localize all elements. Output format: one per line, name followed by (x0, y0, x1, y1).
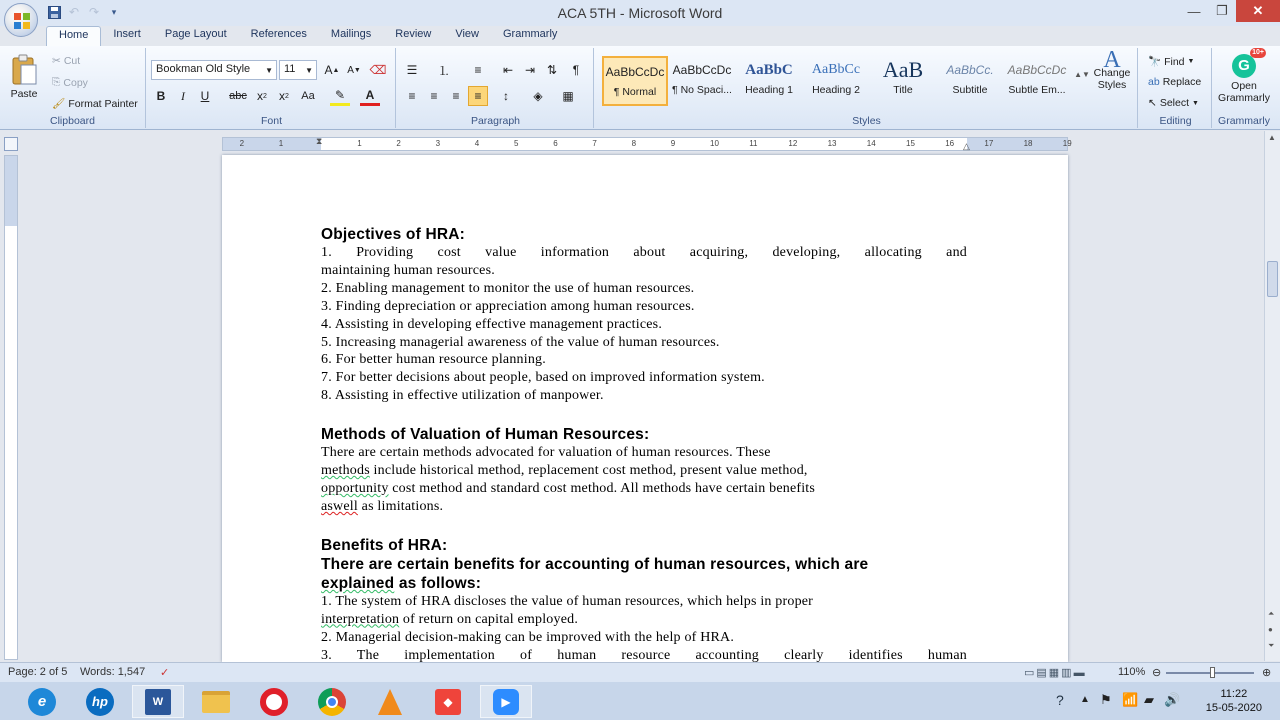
find-button[interactable] (1148, 55, 1194, 68)
word-count[interactable]: Words: 1,547 (80, 666, 146, 678)
ruler-bar (0, 131, 1280, 153)
top-margin-area (5, 156, 17, 226)
close-button[interactable]: ✕ (1236, 0, 1280, 22)
highlight-icon[interactable]: ✎ (330, 86, 350, 106)
zoom-out-icon[interactable]: ⊖ (1152, 667, 1162, 679)
font-group (148, 48, 396, 128)
ruler-tick-label: 17 (984, 139, 994, 148)
browse-object-icon[interactable]: ● (1268, 625, 1273, 634)
ruler-tick-label: 3 (435, 139, 441, 148)
paragraph-line: There are certain methods advocated for valuation of human resources. These (321, 445, 771, 461)
paste-label: Paste (10, 88, 38, 100)
ruler-tick-label: 1 (278, 139, 284, 148)
spelling-error[interactable]: aswell (321, 498, 358, 514)
ribbon-tabs (46, 26, 569, 46)
chevron-down-icon: ▼ (1192, 99, 1199, 107)
font-size-combo[interactable] (279, 60, 317, 80)
justify-icon[interactable]: ≡ (468, 86, 488, 106)
binoculars-icon: 🔭 (1148, 56, 1162, 68)
borders-icon[interactable]: ▦ (562, 89, 574, 103)
taskbar-hp[interactable] (74, 685, 126, 718)
scissors-icon: ✂ (52, 55, 61, 67)
zoom-slider-thumb[interactable] (1210, 667, 1215, 678)
paragraph-line: 6. For better human resource planning. (321, 352, 546, 368)
spelling-error[interactable]: opportunity (321, 480, 389, 496)
style-preview: AaBbCcDc (672, 63, 732, 77)
strikethrough-icon[interactable]: abc (229, 90, 247, 102)
heading-methods: Methods of Valuation of Human Resources: (321, 426, 650, 444)
clock-date: 15-05-2020 (1205, 702, 1262, 714)
cut-label: Cut (63, 55, 81, 67)
paragraph-group-label: Paragraph (470, 115, 521, 127)
taskbar-zoom[interactable] (480, 685, 532, 718)
folder-icon (202, 691, 230, 713)
grow-font-icon[interactable]: A ▲ (324, 63, 340, 77)
scroll-thumb[interactable] (1267, 261, 1278, 297)
tab-home[interactable]: Home (46, 26, 101, 46)
increase-indent-icon[interactable]: ⇥ (524, 63, 536, 77)
ie-icon: e (28, 688, 56, 716)
document-page[interactable] (222, 155, 1068, 662)
copy-icon: ⎘ (52, 76, 61, 88)
heading-objectives: Objectives of HRA: (321, 226, 465, 243)
style-heading-2[interactable] (803, 56, 869, 106)
italic-icon[interactable]: I (181, 88, 185, 103)
ruler-tick-label: 2 (396, 139, 401, 148)
hp-icon: hp (86, 688, 114, 716)
open-grammarly-button[interactable] (1216, 49, 1272, 104)
right-indent-marker[interactable]: △ (963, 141, 970, 151)
ruler-tick-label: 11 (749, 139, 758, 148)
font-group-label: Font (260, 115, 282, 127)
ruler-tick-label: 19 (1062, 139, 1072, 148)
ruler-tick-label: 13 (827, 139, 837, 148)
style-normal[interactable] (602, 56, 668, 106)
ruler-tick-label: 8 (631, 139, 637, 148)
grammarly-icon: G 10+ (1232, 54, 1256, 78)
paragraph-line: 1. The system of HRA discloses the value of human resources, which helps in proper (321, 593, 814, 609)
taskbar-file-explorer[interactable] (190, 685, 242, 718)
clear-formatting-icon[interactable]: ⌫ (369, 63, 387, 77)
clipboard-group (0, 48, 146, 128)
signal-icon[interactable]: ▰ (1144, 692, 1154, 707)
ruler-tick-label: 7 (592, 139, 597, 148)
tab-selector[interactable] (4, 137, 18, 151)
sort-icon[interactable]: ⇅ (546, 63, 558, 77)
ruler-tick-label: 2 (239, 139, 245, 148)
ruler-tick-label: 18 (1023, 139, 1033, 148)
find-label: Find (1164, 55, 1185, 68)
vlc-icon (378, 689, 402, 715)
shrink-font-icon[interactable]: A ▼ (347, 64, 361, 76)
editing-group (1140, 48, 1212, 128)
taskbar-internet-explorer[interactable] (16, 685, 68, 718)
paragraph-line: maintaining human resources. (321, 262, 495, 278)
proofing-icon[interactable]: ✓ (160, 667, 170, 679)
clock[interactable] (1206, 687, 1262, 715)
tab-view[interactable]: View (455, 28, 479, 40)
ruler-tick-label: 4 (474, 139, 480, 148)
open-grammarly-label: Open Grammarly (1218, 80, 1270, 104)
style-name: Heading 2 (812, 84, 860, 96)
office-logo-icon (13, 12, 31, 30)
style-subtitle[interactable] (937, 56, 1003, 106)
replace-button[interactable] (1148, 76, 1201, 88)
left-margin-area (223, 138, 321, 150)
paragraph-group (398, 48, 594, 128)
taskbar-anydesk[interactable] (422, 685, 474, 718)
taskbar (0, 682, 1280, 720)
minimize-button[interactable]: — (1187, 3, 1201, 19)
taskbar-chrome[interactable] (306, 685, 358, 718)
notification-badge: 10+ (1252, 49, 1264, 56)
numbering-icon[interactable]: ⒈ (437, 63, 450, 78)
help-icon[interactable]: ? (1056, 692, 1064, 708)
select-label: Select (1159, 97, 1189, 109)
style-name: Title (893, 84, 913, 96)
ruler-tick-label: 12 (788, 139, 798, 148)
tab-insert[interactable]: Insert (113, 28, 141, 40)
vertical-scrollbar[interactable] (1264, 131, 1280, 661)
style-preview: AaB (882, 57, 924, 82)
paragraph-line (321, 462, 967, 480)
multilevel-list-icon[interactable]: ≡ (474, 63, 482, 77)
style-title[interactable] (870, 56, 936, 106)
tab-page-layout[interactable]: Page Layout (164, 28, 227, 40)
styles-group (596, 48, 1138, 128)
bold-icon[interactable]: B (156, 89, 166, 103)
undo-icon[interactable]: ↶ (68, 5, 80, 19)
select-button[interactable] (1148, 97, 1199, 109)
anydesk-icon: ◆ (435, 689, 461, 715)
flag-icon[interactable]: ⚑ (1100, 692, 1112, 707)
zoom-meeting-icon: ▶ (493, 689, 519, 715)
text-run: cost method and standard cost method. All methods have certain benefits (388, 480, 816, 496)
style-heading-1[interactable] (736, 56, 802, 106)
clipboard-group-label: Clipboard (50, 115, 95, 127)
chevron-down-icon: ▼ (1187, 58, 1195, 65)
spelling-error[interactable]: methods (321, 463, 370, 479)
align-right-icon[interactable]: ≡ (452, 89, 460, 103)
style-preview: AaBbCcDc (605, 65, 665, 79)
paste-button[interactable] (10, 54, 38, 100)
chevron-down-icon: ▼ (305, 66, 313, 75)
line-spacing-icon[interactable]: ↕ (503, 89, 509, 103)
text-run: of return on capital employed. (399, 611, 579, 627)
style-name: ¶ Normal (613, 86, 657, 98)
text-run: as follows: (394, 574, 482, 592)
change-styles-icon: A (1103, 47, 1121, 73)
change-styles-label: Change Styles (1093, 67, 1131, 91)
paragraph-line (321, 611, 967, 629)
ruler-tick-label: 16 (945, 139, 955, 148)
format-painter-label: Format Painter (68, 97, 138, 110)
grammarly-group-label: Grammarly (1218, 115, 1270, 127)
taskbar-vlc[interactable] (364, 685, 416, 718)
heading-benefits: Benefits of HRA: (321, 536, 448, 554)
title-bar (0, 0, 1280, 26)
word-icon: W (145, 689, 171, 715)
subscript-icon[interactable]: x 2 (257, 89, 267, 103)
office-button[interactable] (4, 3, 38, 37)
paragraph-line: 7. For better decisions about people, based on improved information system. (321, 370, 765, 386)
paragraph-line (321, 498, 967, 516)
ribbon (0, 46, 1280, 130)
bullets-icon[interactable]: ☰ (406, 63, 418, 77)
document-body[interactable] (321, 225, 967, 662)
system-tray (1050, 682, 1280, 720)
spelling-error[interactable]: interpretation (321, 611, 400, 627)
font-name-value: Bookman Old Style (156, 63, 251, 75)
paragraph-line: 1. Providing cost value information about acquiring, developing, allocating and (321, 245, 967, 260)
replace-label: Replace (1162, 76, 1202, 88)
status-bar (0, 662, 1280, 682)
window-title: ACA 5TH - Microsoft Word (557, 5, 723, 21)
customize-icon[interactable]: ▾ (111, 6, 117, 17)
ruler-tick-label: 14 (866, 139, 876, 148)
opera-icon (260, 688, 288, 716)
underline-icon[interactable]: U (200, 89, 210, 103)
zoom-in-icon[interactable]: ⊕ (1262, 667, 1272, 679)
cursor-icon: ↖ (1148, 97, 1157, 109)
grammarly-group (1214, 48, 1274, 128)
text-run: include historical method, replacement cost method, present value method, (369, 463, 808, 479)
tab-review[interactable]: Review (395, 28, 432, 40)
scroll-up-icon[interactable]: ▲ (1268, 133, 1276, 142)
previous-page-icon[interactable]: ⏶ (1268, 609, 1275, 618)
zoom-level[interactable]: 110% (1118, 666, 1146, 678)
replace-icon: ab (1148, 76, 1160, 88)
font-name-combo[interactable] (151, 60, 277, 80)
change-case-icon[interactable]: Aa (301, 90, 315, 102)
font-color-icon[interactable]: A (360, 86, 380, 106)
style-name: Subtitle (952, 84, 988, 96)
style-preview: AaBbC (745, 62, 793, 78)
blank-line (321, 516, 967, 536)
ruler-tick-label: 5 (514, 139, 519, 148)
style-subtle-emphasis[interactable] (1004, 56, 1070, 106)
paragraph-line (321, 480, 967, 498)
change-styles-button[interactable] (1090, 47, 1134, 91)
show-formatting-icon[interactable]: ¶ (572, 63, 580, 77)
chrome-icon (318, 688, 346, 716)
tab-grammarly[interactable]: Grammarly (503, 28, 558, 40)
align-center-icon[interactable]: ≡ (430, 89, 438, 103)
style-preview: AaBbCcDc (1007, 63, 1067, 77)
next-page-icon[interactable]: ⏷ (1268, 641, 1275, 650)
bold-line: There are certain benefits for accounting of human resources, which are (321, 555, 869, 573)
view-buttons[interactable]: ▭▤▦▥▬ (1024, 667, 1087, 679)
shading-icon[interactable]: ◈ (533, 89, 543, 103)
ruler-tick-label: 6 (553, 139, 558, 148)
spelling-error[interactable]: explained (321, 574, 395, 592)
paragraph-line: 8. Assisting in effective utilization of manpower. (321, 388, 604, 404)
page-indicator[interactable]: Page: 2 of 5 (8, 666, 68, 678)
editing-group-label: Editing (1159, 115, 1192, 127)
tab-references[interactable]: References (250, 28, 307, 40)
paste-icon (10, 54, 38, 86)
ruler-tick-label: 15 (906, 139, 915, 148)
restore-button[interactable]: ❐ (1216, 3, 1228, 18)
vertical-ruler[interactable] (4, 155, 18, 660)
blank-line (321, 405, 967, 425)
bold-line (321, 574, 967, 593)
horizontal-ruler[interactable] (222, 136, 1072, 151)
style-name: Subtle Em... (1008, 84, 1066, 96)
paragraph-line: 2. Managerial decision-making can be improved with the help of HRA. (321, 629, 735, 645)
right-margin-area (967, 138, 1067, 150)
network-icon[interactable]: 📶 (1122, 692, 1139, 707)
paragraph-line: 5. Increasing managerial awareness of the value of human resources. (321, 334, 720, 350)
indent-marker[interactable]: ⧗ (316, 136, 323, 146)
ruler-tick-label: 1 (357, 139, 362, 148)
copy-button[interactable] (52, 76, 88, 89)
chevron-down-icon: ▼ (265, 66, 273, 75)
taskbar-opera[interactable] (248, 685, 300, 718)
show-hidden-icons-icon[interactable]: ▲ (1080, 694, 1090, 705)
brush-icon: 🖌 (52, 98, 66, 110)
superscript-icon[interactable]: x 2 (279, 89, 289, 103)
decrease-indent-icon[interactable]: ⇤ (502, 63, 514, 77)
cut-button[interactable] (52, 55, 80, 67)
text-run: as limitations. (357, 498, 444, 514)
style-name: ¶ No Spaci... (672, 84, 732, 96)
styles-scroll-icon[interactable]: ▲▼ (1074, 69, 1090, 79)
tab-mailings[interactable]: Mailings (330, 28, 372, 40)
clock-time: 11:22 (1220, 688, 1248, 700)
font-size-value: 11 (284, 63, 296, 75)
align-left-icon[interactable]: ≡ (408, 89, 416, 103)
style-preview: AaBbCc (811, 62, 861, 77)
volume-icon[interactable]: 🔊 (1164, 692, 1181, 707)
taskbar-word[interactable] (132, 685, 184, 718)
paragraph-line: 3. Finding depreciation or appreciation among human resources. (321, 298, 695, 314)
window-controls (1180, 0, 1280, 22)
ruler-tick-label: 9 (670, 139, 676, 148)
redo-icon[interactable]: ↷ (88, 5, 100, 19)
style-name: Heading 1 (745, 84, 793, 96)
format-painter-button[interactable] (52, 97, 138, 110)
paragraph-line: 2. Enabling management to monitor the use of human resources. (321, 280, 695, 296)
style-no-spacing[interactable] (669, 56, 735, 106)
ruler-tick-label: 10 (710, 139, 719, 148)
style-preview: AaBbCc. (946, 63, 994, 77)
paragraph-line: 3. The implementation of human resource accounting clearly identifies human (321, 647, 967, 662)
styles-group-label: Styles (852, 115, 881, 127)
paragraph-line: 4. Assisting in developing effective management practices. (321, 316, 663, 332)
copy-label: Copy (63, 76, 88, 89)
